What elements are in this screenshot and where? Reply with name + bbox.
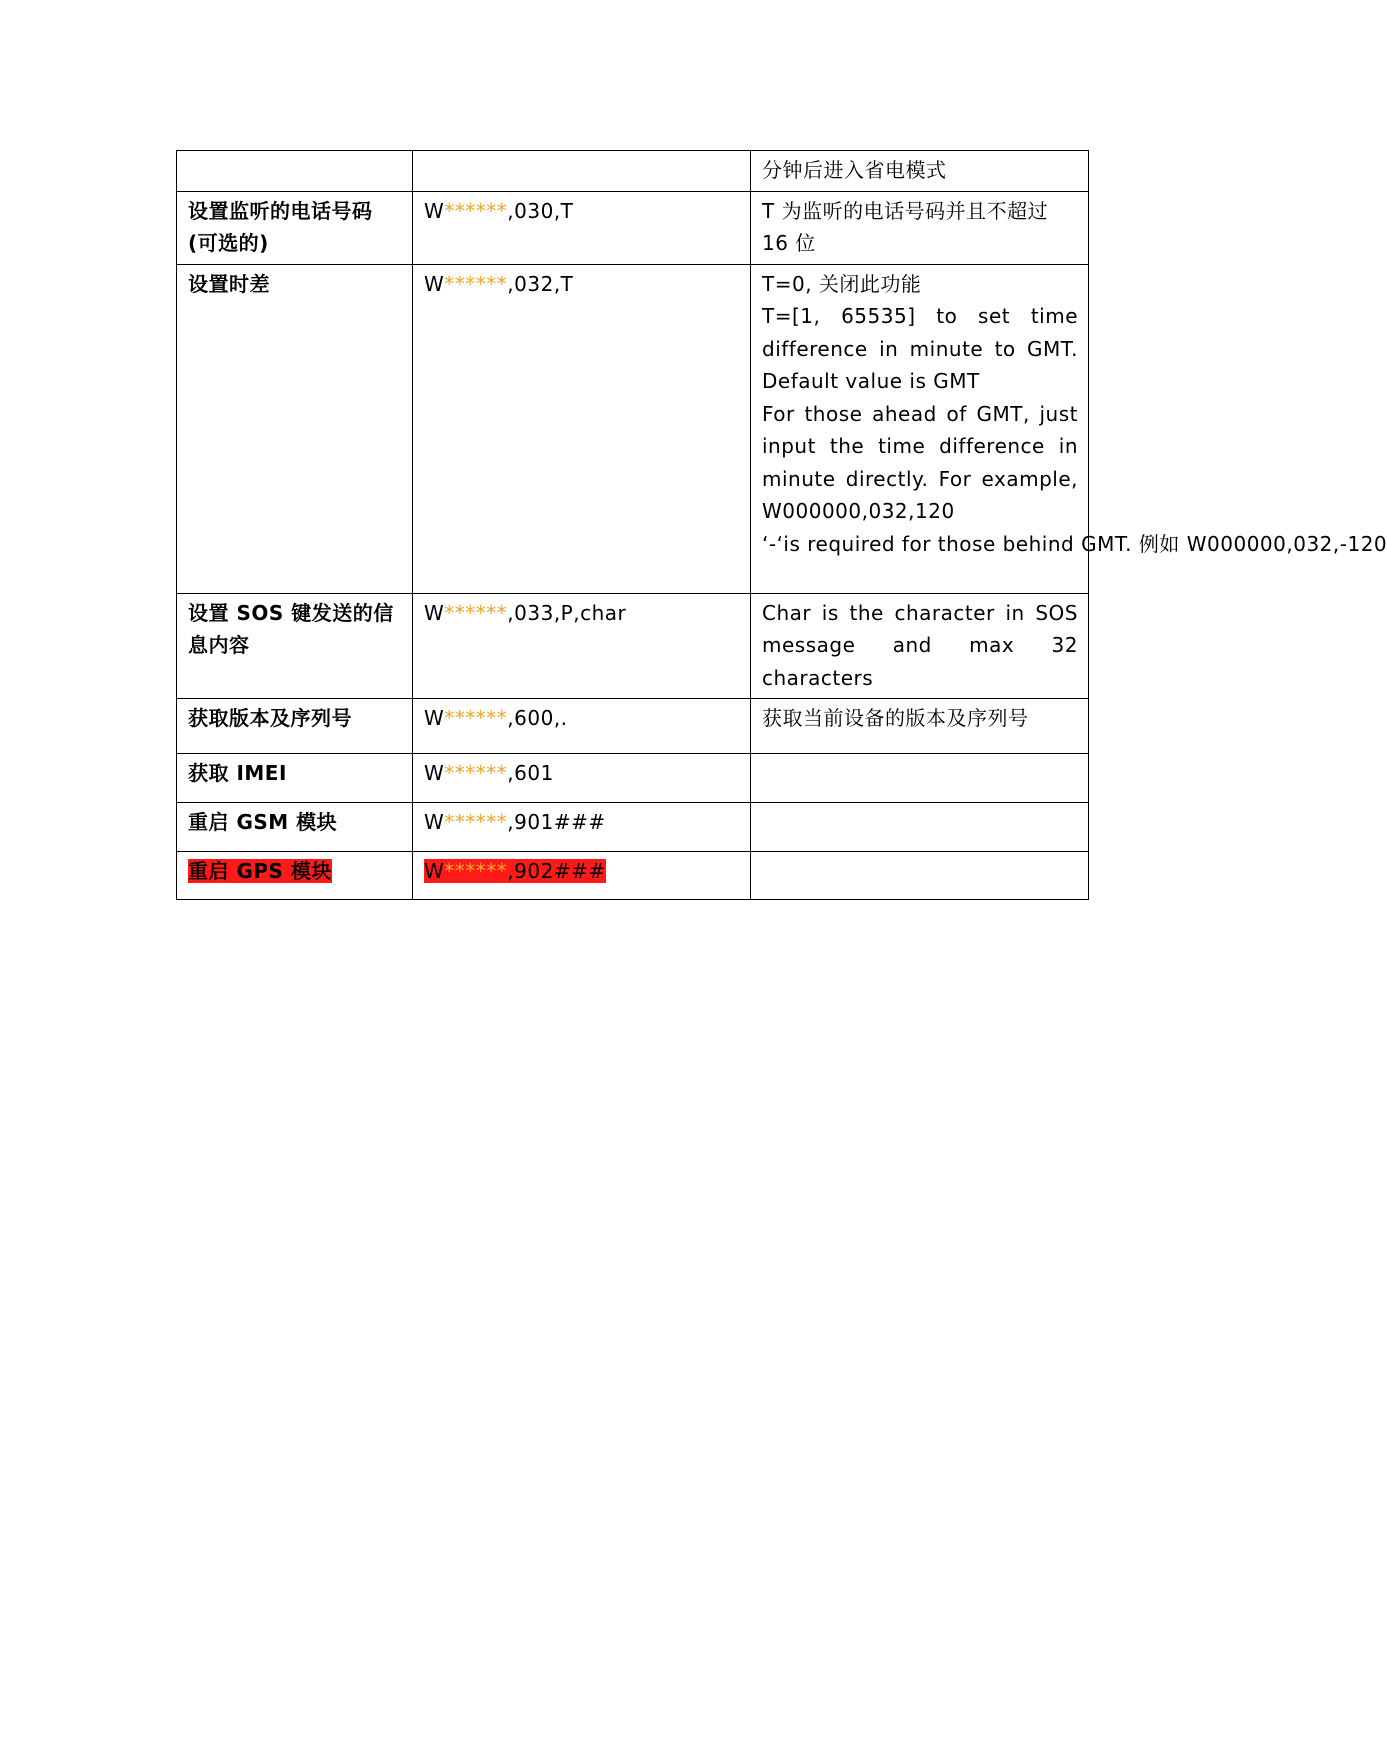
highlighted-command xyxy=(424,859,606,883)
command-name-cell: 获取 IMEI xyxy=(177,754,413,803)
description-text: T=[1, 65535] to set time difference in minute to GMT. Default value is GMT xyxy=(762,304,1078,393)
command-format-cell xyxy=(413,754,751,803)
command-name-cell: 设置监听的电话号码(可选的) xyxy=(177,191,413,264)
command-name-cell xyxy=(177,151,413,192)
command-prefix: W xyxy=(424,761,445,785)
command-format-cell xyxy=(413,852,751,900)
command-suffix: ,033,P,char xyxy=(507,600,627,625)
command-prefix: W xyxy=(424,198,445,223)
command-description-cell xyxy=(751,593,1089,699)
command-prefix: W xyxy=(424,810,445,834)
command-prefix: W xyxy=(424,706,445,730)
table-row xyxy=(177,803,1089,852)
command-description-cell xyxy=(751,803,1089,852)
command-format-cell xyxy=(413,803,751,852)
command-suffix: ,901### xyxy=(507,810,606,834)
command-prefix: W xyxy=(424,271,445,296)
command-stars: ****** xyxy=(444,706,508,730)
command-stars: ****** xyxy=(444,859,508,883)
command-name-cell: 重启 GSM 模块 xyxy=(177,803,413,852)
command-description-cell xyxy=(751,754,1089,803)
description-text: T 为监听的电话号码并且不超过 16 位 xyxy=(762,198,1049,255)
description-text: For those ahead of GMT, just input the time difference in minute directly. For example, W000000,032,120 xyxy=(762,401,1078,523)
command-format-cell xyxy=(413,191,751,264)
command-prefix: W xyxy=(424,859,445,883)
command-suffix: ,600,. xyxy=(507,706,568,730)
command-description-cell xyxy=(751,191,1089,264)
table-row xyxy=(177,754,1089,803)
command-format-cell xyxy=(413,593,751,699)
command-format-cell xyxy=(413,699,751,754)
command-suffix: ,601 xyxy=(507,761,554,785)
command-description-cell xyxy=(751,264,1387,593)
command-name-cell: 设置时差 xyxy=(177,264,413,593)
command-name-cell xyxy=(177,852,413,900)
command-suffix: ,902### xyxy=(507,859,606,883)
table-row xyxy=(177,191,1089,264)
table-row xyxy=(177,264,1089,593)
command-format-cell xyxy=(413,264,751,593)
description-text: T=0, 关闭此功能 xyxy=(762,271,922,296)
command-prefix: W xyxy=(424,600,445,625)
table-row-highlighted xyxy=(177,852,1089,900)
command-suffix: ,032,T xyxy=(507,271,574,296)
command-table xyxy=(176,150,1387,900)
table-row xyxy=(177,699,1089,754)
command-name-cell: 获取版本及序列号 xyxy=(177,699,413,754)
command-stars: ****** xyxy=(444,810,508,834)
table-row xyxy=(177,151,1089,192)
description-text: ‘-‘is required for those behind GMT. 例如 W000000,032,-120 xyxy=(762,531,1387,556)
command-stars: ****** xyxy=(444,600,508,625)
description-text: Char is the character in SOS message and max 32 characters xyxy=(762,600,1078,690)
command-description-cell xyxy=(751,151,1089,192)
table-row xyxy=(177,593,1089,699)
highlighted-text: 重启 GPS 模块 xyxy=(188,859,332,883)
command-name-cell: 设置 SOS 键发送的信息内容 xyxy=(177,593,413,699)
command-format-cell xyxy=(413,151,751,192)
command-stars: ****** xyxy=(444,761,508,785)
description-text: 分钟后进入省电模式 xyxy=(762,158,947,182)
description-text: 获取当前设备的版本及序列号 xyxy=(762,706,1029,730)
command-description-cell xyxy=(751,699,1089,754)
command-stars: ****** xyxy=(444,271,508,296)
command-suffix: ,030,T xyxy=(507,198,574,223)
command-description-cell xyxy=(751,852,1089,900)
command-stars: ****** xyxy=(444,198,508,223)
